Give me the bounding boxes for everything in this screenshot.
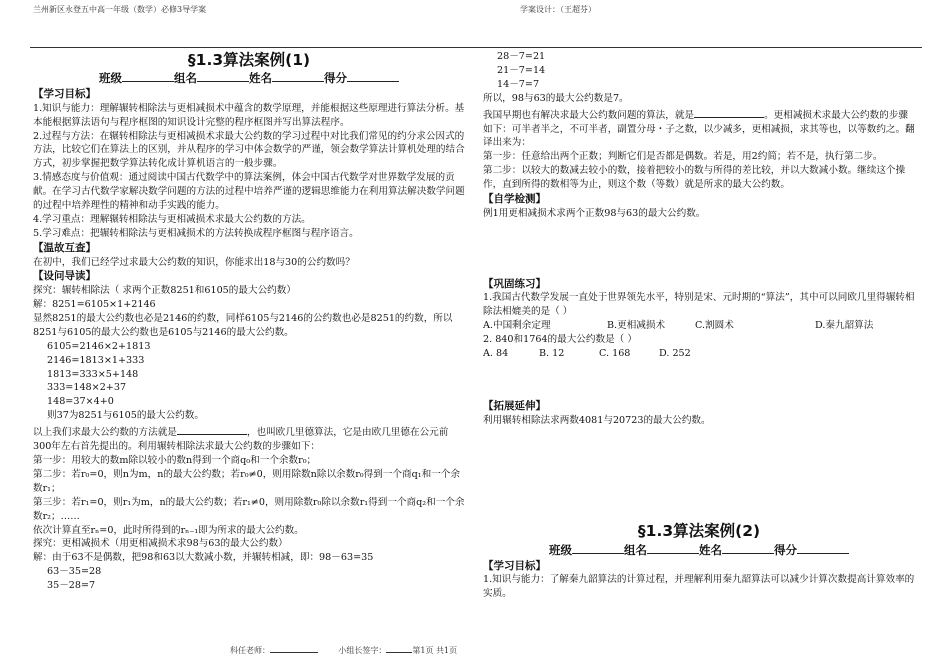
field-class-label: 班级 — [549, 542, 572, 557]
option-c[interactable]: C.割圆术 — [695, 320, 734, 332]
ancient-paragraph — [483, 106, 915, 151]
goal-item: 3.情感态度与价值观：通过阅读中国古代数学中的算法案例，体会中国古代数学对世界数学发展的贡献。在学习古代数学家解决数学问题的方法的过程中培养严谨的逻辑思维能力在利用算法解决数学问题的过程中培养理性的精神和动手实践的能力。 — [33, 172, 465, 212]
header-right: 学案设计：（王超芬） — [520, 5, 596, 14]
goals-heading: 【学习目标】 — [33, 88, 96, 101]
extend-heading: 【拓展延伸】 — [483, 399, 546, 412]
page-number: 1 — [420, 646, 426, 655]
option-b[interactable]: B. 12 — [539, 347, 565, 359]
euclid-step-3: 第三步：若r₁=0，则r₁为m，n的最大公约数；若r₁≠0，则用除数r₀除以余数r₁得到一个商q₂和一个余数r₂；…… — [33, 496, 465, 522]
euclid-step-final: 依次计算直至rₙ=0，此时所得到的rₙ₋₁即为所求的最大公约数。 — [33, 524, 304, 536]
practice-heading: 【巩固练习】 — [483, 277, 546, 290]
part1-fields — [33, 70, 465, 86]
ancient-step-2: 第二步：以较大的数减去较小的数，接着把较小的数与所得的差比较，并以大数减小数。继续这个操作，直到所得的数相等为止，则这个数（等数）就是所求的最大公约数。 — [483, 165, 906, 191]
guide-heading: 【设问导读】 — [33, 270, 96, 283]
goal2-item: 1.知识与能力：了解秦九韶算法的计算过程，并理解利用秦九韶算法可以减少计算次数提高计算效率的实质。 — [483, 574, 915, 600]
option-d[interactable]: D. 252 — [659, 347, 691, 359]
ancient-text-b: 。更相减损术求最大公约数的步骤如下：可半者半之，不可半者，副置分母・子之数，以少减多，更相减损，求其等也，以等数约之。翻译出来为： — [483, 109, 915, 149]
extend-text: 利用辗转相除法求两数4081与20723的最大公约数。 — [483, 414, 711, 426]
ancient-step-1: 第一步：任意给出两个正数；判断它们是否都是偶数。若是，用2约简；若不是，执行第二步。 — [483, 151, 883, 163]
teacher-label: 科任老师： — [230, 646, 270, 655]
option-a[interactable]: A. 84 — [483, 347, 509, 359]
goal-item: 4.学习重点：理解辗转相除法与更相减损术求最大公约数的方法。 — [33, 214, 311, 226]
euclid-blank[interactable] — [177, 423, 247, 435]
division-step: 6105=2146×2+1813 — [47, 340, 151, 352]
leader-label: 小组长签字： — [338, 646, 387, 655]
answer-space[interactable] — [483, 221, 915, 277]
field-group-label: 组名 — [624, 542, 647, 557]
footer — [230, 643, 457, 657]
goal-item: 5.学习难点：把辗转相除法与更相减损术的方法转换成程序框图与程序语言。 — [33, 227, 359, 239]
leader-blank[interactable] — [386, 643, 412, 653]
review-text: 在初中，我们已经学过求最大公约数的知识，你能求出18与30的公约数吗？ — [33, 256, 355, 268]
solution-subtraction: 解：由于63不是偶数，把98和63以大数减小数，并辗转相减，即：98－63=35 — [33, 552, 374, 564]
subtraction-step: 21－7=14 — [497, 64, 546, 76]
option-b[interactable]: B.更相减损术 — [607, 320, 666, 332]
check-example: 例1用更相减损术求两个正数98与63的最大公约数。 — [483, 207, 706, 219]
option-c[interactable]: C. 168 — [599, 347, 631, 359]
check-heading: 【自学检测】 — [483, 193, 546, 206]
page-total: 1 — [443, 646, 450, 655]
subtraction-step: 28－7=21 — [497, 51, 546, 62]
left-column — [33, 50, 465, 593]
explore-subtraction: 探究：更相减损术（用更相减损术求98与63的最大公约数） — [33, 538, 288, 550]
goal-item: 1.知识与能力：理解辗转相除法与更相减损术中蕴含的数学原理，并能根据这些原理进行算法分析。基本能根据算法语句与程序框图的知识设计完整的程序框图并写出算法程序。 — [33, 102, 465, 128]
field-class-blank[interactable] — [122, 70, 174, 82]
division-step: 333=148×2+37 — [47, 382, 127, 394]
field-class-blank[interactable] — [572, 542, 624, 554]
part1-title: §1.3算法案例(1) — [187, 51, 311, 69]
field-score-label: 得分 — [774, 542, 797, 557]
teacher-blank[interactable] — [270, 643, 318, 653]
option-a[interactable]: A.中国剩余定理 — [483, 320, 551, 332]
subtraction-step: 14－7=7 — [497, 78, 540, 90]
right-column — [483, 50, 915, 601]
division-step: 1813=333×5+148 — [47, 368, 139, 380]
euclid-text-a: 以上我们求最大公约数的方法就是 — [33, 427, 177, 439]
field-class-label: 班级 — [99, 71, 122, 86]
page-label-b: 页 共 — [425, 646, 444, 655]
page-label-a: 第 — [412, 646, 421, 655]
conclusion-text: 则37为8251与6105的最大公约数。 — [47, 410, 204, 422]
goals2-heading: 【学习目标】 — [483, 559, 546, 572]
subtraction-step: 63－35=28 — [47, 566, 102, 578]
field-score-label: 得分 — [324, 71, 347, 86]
subtraction-step: 35－28=7 — [47, 580, 96, 592]
field-score-blank[interactable] — [347, 70, 399, 82]
euclid-step-2: 第二步：若r₀=0，则n为m，n的最大公约数；若r₀≠0，则用除数n除以余数r₀得到一个商q₁和一个余数r₁； — [33, 468, 460, 494]
part2-fields — [483, 542, 915, 558]
practice-q1-options — [483, 319, 915, 333]
ancient-blank[interactable] — [694, 106, 764, 118]
field-name-blank[interactable] — [272, 70, 324, 82]
field-score-blank[interactable] — [797, 542, 849, 554]
field-name-label: 姓名 — [249, 71, 272, 86]
field-group-blank[interactable] — [197, 70, 249, 82]
analysis-text: 显然8251的最大公约数也必是2146的约数，同样6105与2146的公约数也必是8251的约数，所以8251与6105的最大公约数也是6105与2146的最大公约数。 — [33, 312, 453, 338]
answer-space[interactable] — [483, 427, 915, 521]
subtraction-conclusion: 所以，98与63的最大公约数是7。 — [483, 92, 629, 104]
division-step: 2146=1813×1+333 — [47, 354, 145, 366]
option-d[interactable]: D.秦九韶算法 — [815, 320, 874, 332]
header-left: 兰州新区永登五中高一年级（数学）必修3导学案 — [33, 5, 207, 14]
solution-line: 解：8251=6105×1+2146 — [33, 299, 156, 311]
header-divider — [30, 47, 922, 48]
goal-item: 2.过程与方法：在辗转相除法与更相减损术求最大公约数的学习过程中对比我们常见的约分求公因式的方法，比较它们在算法上的区别，并从程序的学习中体会数学的严谨，领会数学算法计算机处理的结合方式，初步掌握把数学算法转化成计算机语言的一般步骤。 — [33, 130, 465, 170]
division-step: 148=37×4+0 — [47, 396, 114, 408]
ancient-text-a: 我国早期也有解决求最大公约数问题的算法，就是 — [483, 109, 695, 121]
answer-space[interactable] — [483, 361, 915, 399]
part2-title: §1.3算法案例(2) — [637, 522, 761, 541]
page-label-c: 页 — [449, 646, 458, 655]
practice-q2-options — [483, 347, 915, 361]
review-heading: 【温故互查】 — [33, 241, 96, 254]
field-name-blank[interactable] — [722, 542, 774, 554]
field-name-label: 姓名 — [699, 542, 722, 557]
field-group-blank[interactable] — [647, 542, 699, 554]
practice-question-1: 1.我国古代数学发展一直处于世界领先水平，特别是宋、元时期的“算法”，其中可以同欧几里得辗转相除法相媲美的是（ ） — [483, 292, 915, 318]
field-group-label: 组名 — [174, 71, 197, 86]
euclid-step-1: 第一步：用较大的数m除以较小的数n得到一个商q₀和一个余数r₀； — [33, 454, 317, 466]
practice-question-2: 2. 840和1764的最大公约数是（ ） — [483, 334, 637, 346]
euclid-paragraph — [33, 423, 465, 454]
explore-euclid: 探究：辗转相除法（ 求两个正数8251和6105的最大公约数） — [33, 285, 296, 297]
euclid-text-b: ，也叫欧几里德算法，它是由欧几里德在公元前300年左右首先提出的。利用辗转相除法求最大公约数的步骤如下： — [33, 427, 449, 453]
